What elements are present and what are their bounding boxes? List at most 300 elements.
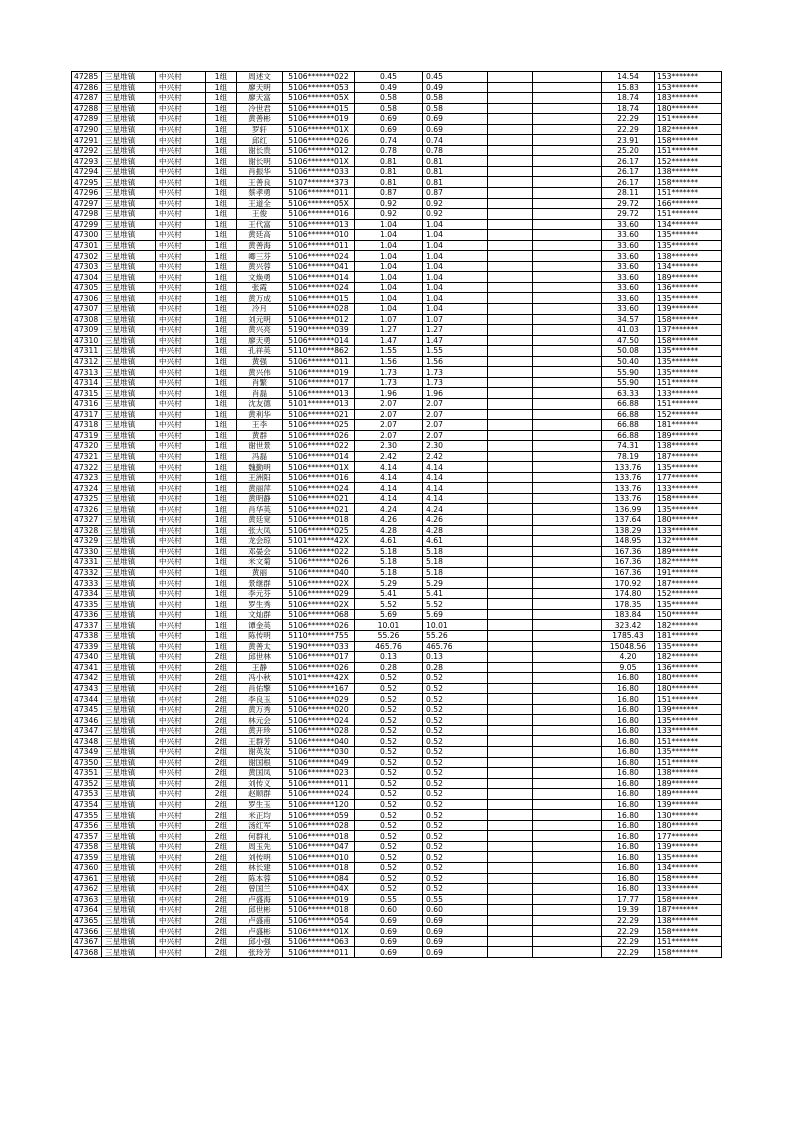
cell-phone: 153******* [655, 82, 722, 93]
cell-id-number: 5106*******02X [283, 599, 355, 610]
table-row [72, 514, 722, 525]
cell-amount: 16.80 [602, 715, 655, 726]
cell-area: 0.52 [355, 673, 423, 684]
cell-town: 三星堆镇 [102, 715, 156, 726]
cell-town: 三星堆镇 [102, 124, 156, 135]
cell-amount: 133.76 [602, 462, 655, 473]
cell-id-number: 5106*******012 [283, 145, 355, 156]
cell-blank-col-1 [488, 536, 533, 547]
table-row [72, 441, 722, 452]
cell-town: 三星堆镇 [102, 662, 156, 673]
cell-confirmed-area: 0.52 [423, 831, 488, 842]
cell-phone: 134******* [655, 219, 722, 230]
cell-group: 1组 [206, 93, 237, 104]
cell-blank-col-2 [533, 398, 602, 409]
cell-village: 中兴村 [156, 536, 206, 547]
cell-phone: 187******* [655, 578, 722, 589]
cell-confirmed-area: 0.45 [423, 72, 488, 83]
cell-group: 1组 [206, 462, 237, 473]
table-row [72, 778, 722, 789]
cell-amount: 1785.43 [602, 630, 655, 641]
cell-name: 邱小强 [237, 936, 283, 947]
cell-town: 三星堆镇 [102, 251, 156, 262]
cell-row-number: 47310 [72, 335, 102, 346]
cell-amount: 16.80 [602, 725, 655, 736]
cell-confirmed-area: 10.01 [423, 620, 488, 631]
cell-town: 三星堆镇 [102, 177, 156, 188]
cell-blank-col-2 [533, 620, 602, 631]
cell-phone: 158******* [655, 335, 722, 346]
cell-village: 中兴村 [156, 114, 206, 125]
cell-town: 三星堆镇 [102, 514, 156, 525]
cell-confirmed-area: 0.52 [423, 694, 488, 705]
cell-blank-col-1 [488, 335, 533, 346]
table-row [72, 525, 722, 536]
cell-town: 三星堆镇 [102, 831, 156, 842]
cell-phone: 135******* [655, 747, 722, 758]
cell-town: 三星堆镇 [102, 536, 156, 547]
table-row [72, 536, 722, 547]
table-row [72, 135, 722, 146]
cell-blank-col-2 [533, 588, 602, 599]
cell-confirmed-area: 0.52 [423, 873, 488, 884]
cell-area: 0.87 [355, 188, 423, 199]
cell-town: 三星堆镇 [102, 873, 156, 884]
cell-group: 2组 [206, 915, 237, 926]
cell-group: 1组 [206, 441, 237, 452]
cell-group: 1组 [206, 377, 237, 388]
cell-phone: 138******* [655, 251, 722, 262]
cell-town: 三星堆镇 [102, 282, 156, 293]
cell-id-number: 5106*******013 [283, 388, 355, 399]
table-row [72, 799, 722, 810]
cell-area: 1.04 [355, 230, 423, 241]
cell-id-number: 5106*******01X [283, 156, 355, 167]
cell-phone: 189******* [655, 430, 722, 441]
cell-id-number: 5106*******053 [283, 82, 355, 93]
cell-name: 魏勤明 [237, 462, 283, 473]
cell-village: 中兴村 [156, 462, 206, 473]
cell-amount: 34.57 [602, 314, 655, 325]
cell-id-number: 5106*******033 [283, 166, 355, 177]
cell-blank-col-2 [533, 536, 602, 547]
cell-row-number: 47318 [72, 420, 102, 431]
cell-confirmed-area: 0.52 [423, 673, 488, 684]
table-row [72, 409, 722, 420]
cell-town: 三星堆镇 [102, 409, 156, 420]
cell-town: 三星堆镇 [102, 441, 156, 452]
cell-id-number: 5106*******022 [283, 546, 355, 557]
cell-town: 三星堆镇 [102, 725, 156, 736]
table-row [72, 72, 722, 83]
cell-phone: 135******* [655, 240, 722, 251]
cell-confirmed-area: 0.60 [423, 905, 488, 916]
table-row [72, 356, 722, 367]
cell-village: 中兴村 [156, 420, 206, 431]
cell-phone: 152******* [655, 588, 722, 599]
cell-village: 中兴村 [156, 641, 206, 652]
cell-id-number: 5106*******010 [283, 230, 355, 241]
cell-row-number: 47326 [72, 504, 102, 515]
cell-blank-col-2 [533, 335, 602, 346]
cell-phone: 158******* [655, 894, 722, 905]
cell-blank-col-1 [488, 72, 533, 83]
table-row [72, 630, 722, 641]
cell-phone: 135******* [655, 356, 722, 367]
cell-village: 中兴村 [156, 514, 206, 525]
cell-phone: 187******* [655, 905, 722, 916]
cell-amount: 167.36 [602, 567, 655, 578]
cell-village: 中兴村 [156, 367, 206, 378]
cell-blank-col-2 [533, 630, 602, 641]
cell-village: 中兴村 [156, 694, 206, 705]
cell-town: 三星堆镇 [102, 261, 156, 272]
cell-village: 中兴村 [156, 388, 206, 399]
cell-group: 1组 [206, 599, 237, 610]
cell-id-number: 5101*******013 [283, 398, 355, 409]
cell-row-number: 47348 [72, 736, 102, 747]
cell-confirmed-area: 0.13 [423, 652, 488, 663]
cell-town: 三星堆镇 [102, 398, 156, 409]
table-row [72, 124, 722, 135]
cell-blank-col-1 [488, 715, 533, 726]
cell-phone: 189******* [655, 546, 722, 557]
cell-amount: 4.20 [602, 652, 655, 663]
cell-group: 1组 [206, 282, 237, 293]
cell-row-number: 47349 [72, 747, 102, 758]
cell-village: 中兴村 [156, 947, 206, 958]
cell-group: 1组 [206, 472, 237, 483]
cell-confirmed-area: 2.07 [423, 398, 488, 409]
cell-amount: 16.80 [602, 820, 655, 831]
cell-id-number: 5106*******026 [283, 620, 355, 631]
cell-amount: 18.74 [602, 103, 655, 114]
cell-phone: 158******* [655, 135, 722, 146]
cell-id-number: 5106*******02X [283, 578, 355, 589]
cell-group: 2组 [206, 820, 237, 831]
cell-confirmed-area: 1.27 [423, 325, 488, 336]
cell-village: 中兴村 [156, 356, 206, 367]
cell-name: 刘传义 [237, 778, 283, 789]
cell-town: 三星堆镇 [102, 915, 156, 926]
cell-blank-col-1 [488, 884, 533, 895]
cell-town: 三星堆镇 [102, 219, 156, 230]
cell-blank-col-2 [533, 757, 602, 768]
cell-amount: 16.80 [602, 778, 655, 789]
cell-group: 2组 [206, 704, 237, 715]
cell-amount: 33.60 [602, 293, 655, 304]
cell-id-number: 5106*******028 [283, 725, 355, 736]
cell-phone: 139******* [655, 304, 722, 315]
cell-id-number: 5106*******020 [283, 704, 355, 715]
cell-phone: 180******* [655, 514, 722, 525]
cell-row-number: 47292 [72, 145, 102, 156]
cell-village: 中兴村 [156, 715, 206, 726]
cell-name: 张玲芳 [237, 947, 283, 958]
cell-phone: 133******* [655, 725, 722, 736]
cell-id-number: 5106*******026 [283, 557, 355, 568]
cell-blank-col-1 [488, 251, 533, 262]
cell-blank-col-2 [533, 905, 602, 916]
cell-confirmed-area: 0.69 [423, 947, 488, 958]
cell-id-number: 5106*******017 [283, 652, 355, 663]
cell-blank-col-2 [533, 852, 602, 863]
table-row [72, 747, 722, 758]
table-row [72, 93, 722, 104]
cell-phone: 151******* [655, 114, 722, 125]
cell-town: 三星堆镇 [102, 588, 156, 599]
cell-town: 三星堆镇 [102, 335, 156, 346]
cell-group: 1组 [206, 293, 237, 304]
table-row [72, 103, 722, 114]
cell-name: 蔡孝勇 [237, 188, 283, 199]
cell-confirmed-area: 1.04 [423, 261, 488, 272]
table-row [72, 304, 722, 315]
cell-blank-col-2 [533, 251, 602, 262]
cell-row-number: 47306 [72, 293, 102, 304]
cell-amount: 50.08 [602, 346, 655, 357]
cell-town: 三星堆镇 [102, 578, 156, 589]
cell-blank-col-2 [533, 841, 602, 852]
cell-name: 王静 [237, 662, 283, 673]
cell-blank-col-1 [488, 683, 533, 694]
cell-group: 2组 [206, 810, 237, 821]
cell-village: 中兴村 [156, 72, 206, 83]
cell-blank-col-2 [533, 831, 602, 842]
cell-amount: 33.60 [602, 240, 655, 251]
cell-area: 1.55 [355, 346, 423, 357]
cell-row-number: 47309 [72, 325, 102, 336]
cell-amount: 33.60 [602, 272, 655, 283]
cell-id-number: 5106*******017 [283, 377, 355, 388]
cell-area: 0.13 [355, 652, 423, 663]
cell-blank-col-1 [488, 863, 533, 874]
cell-blank-col-1 [488, 388, 533, 399]
cell-row-number: 47336 [72, 609, 102, 620]
table-row [72, 905, 722, 916]
cell-id-number: 5106*******018 [283, 905, 355, 916]
cell-row-number: 47297 [72, 198, 102, 209]
cell-confirmed-area: 0.69 [423, 124, 488, 135]
cell-blank-col-1 [488, 377, 533, 388]
table-row [72, 725, 722, 736]
cell-blank-col-1 [488, 441, 533, 452]
cell-blank-col-2 [533, 304, 602, 315]
cell-id-number: 5190*******033 [283, 641, 355, 652]
cell-id-number: 5106*******063 [283, 936, 355, 947]
cell-amount: 29.72 [602, 198, 655, 209]
cell-confirmed-area: 0.52 [423, 789, 488, 800]
cell-confirmed-area: 0.52 [423, 725, 488, 736]
cell-area: 1.04 [355, 251, 423, 262]
cell-confirmed-area: 1.04 [423, 304, 488, 315]
cell-phone: 191******* [655, 567, 722, 578]
cell-village: 中兴村 [156, 557, 206, 568]
table-row [72, 673, 722, 684]
cell-id-number: 5101*******42X [283, 673, 355, 684]
cell-amount: 16.80 [602, 768, 655, 779]
table-row [72, 768, 722, 779]
table-row [72, 694, 722, 705]
cell-amount: 148.95 [602, 536, 655, 547]
cell-village: 中兴村 [156, 810, 206, 821]
cell-phone: 180******* [655, 820, 722, 831]
cell-name: 林长建 [237, 863, 283, 874]
cell-area: 4.61 [355, 536, 423, 547]
cell-area: 0.81 [355, 166, 423, 177]
cell-confirmed-area: 0.78 [423, 145, 488, 156]
cell-row-number: 47338 [72, 630, 102, 641]
cell-village: 中兴村 [156, 335, 206, 346]
cell-phone: 135******* [655, 641, 722, 652]
cell-area: 0.52 [355, 725, 423, 736]
cell-group: 1组 [206, 124, 237, 135]
cell-confirmed-area: 0.69 [423, 915, 488, 926]
table-row [72, 451, 722, 462]
cell-phone: 139******* [655, 841, 722, 852]
table-row [72, 757, 722, 768]
cell-town: 三星堆镇 [102, 420, 156, 431]
cell-confirmed-area: 0.52 [423, 736, 488, 747]
cell-group: 2组 [206, 936, 237, 947]
cell-row-number: 47340 [72, 652, 102, 663]
cell-amount: 16.80 [602, 852, 655, 863]
cell-row-number: 47339 [72, 641, 102, 652]
cell-row-number: 47296 [72, 188, 102, 199]
cell-blank-col-1 [488, 145, 533, 156]
cell-village: 中兴村 [156, 873, 206, 884]
cell-blank-col-2 [533, 947, 602, 958]
cell-amount: 183.84 [602, 609, 655, 620]
cell-row-number: 47290 [72, 124, 102, 135]
cell-village: 中兴村 [156, 451, 206, 462]
cell-confirmed-area: 0.52 [423, 810, 488, 821]
cell-row-number: 47315 [72, 388, 102, 399]
cell-amount: 23.91 [602, 135, 655, 146]
cell-blank-col-2 [533, 166, 602, 177]
cell-town: 三星堆镇 [102, 314, 156, 325]
cell-blank-col-1 [488, 725, 533, 736]
cell-amount: 16.80 [602, 789, 655, 800]
cell-blank-col-1 [488, 103, 533, 114]
cell-row-number: 47366 [72, 926, 102, 937]
cell-area: 10.01 [355, 620, 423, 631]
cell-blank-col-1 [488, 430, 533, 441]
cell-blank-col-2 [533, 293, 602, 304]
cell-town: 三星堆镇 [102, 747, 156, 758]
cell-name: 肖磊 [237, 388, 283, 399]
cell-town: 三星堆镇 [102, 188, 156, 199]
cell-phone: 139******* [655, 704, 722, 715]
cell-blank-col-2 [533, 715, 602, 726]
cell-row-number: 47328 [72, 525, 102, 536]
cell-row-number: 47316 [72, 398, 102, 409]
cell-blank-col-1 [488, 346, 533, 357]
cell-row-number: 47323 [72, 472, 102, 483]
cell-id-number: 5106*******025 [283, 525, 355, 536]
cell-amount: 178.35 [602, 599, 655, 610]
cell-blank-col-1 [488, 293, 533, 304]
cell-name: 文焕勇 [237, 272, 283, 283]
cell-group: 1组 [206, 325, 237, 336]
cell-blank-col-2 [533, 388, 602, 399]
cell-confirmed-area: 0.87 [423, 188, 488, 199]
cell-phone: 182******* [655, 652, 722, 663]
cell-group: 1组 [206, 525, 237, 536]
cell-blank-col-2 [533, 567, 602, 578]
cell-confirmed-area: 0.52 [423, 757, 488, 768]
table-row [72, 145, 722, 156]
cell-row-number: 47364 [72, 905, 102, 916]
cell-village: 中兴村 [156, 588, 206, 599]
cell-group: 1组 [206, 272, 237, 283]
cell-row-number: 47305 [72, 282, 102, 293]
cell-village: 中兴村 [156, 799, 206, 810]
cell-group: 1组 [206, 620, 237, 631]
cell-blank-col-1 [488, 599, 533, 610]
cell-phone: 135******* [655, 462, 722, 473]
cell-village: 中兴村 [156, 725, 206, 736]
cell-name: 黄明静 [237, 493, 283, 504]
cell-name: 黄善彬 [237, 114, 283, 125]
cell-area: 0.60 [355, 905, 423, 916]
cell-village: 中兴村 [156, 240, 206, 251]
cell-amount: 50.40 [602, 356, 655, 367]
cell-area: 0.52 [355, 683, 423, 694]
cell-village: 中兴村 [156, 926, 206, 937]
cell-phone: 135******* [655, 293, 722, 304]
cell-id-number: 5106*******016 [283, 209, 355, 220]
cell-village: 中兴村 [156, 683, 206, 694]
cell-row-number: 47299 [72, 219, 102, 230]
cell-confirmed-area: 0.52 [423, 683, 488, 694]
cell-group: 1组 [206, 493, 237, 504]
cell-group: 1组 [206, 314, 237, 325]
cell-blank-col-1 [488, 304, 533, 315]
cell-confirmed-area: 0.58 [423, 93, 488, 104]
cell-name: 肖华英 [237, 504, 283, 515]
cell-phone: 177******* [655, 472, 722, 483]
cell-confirmed-area: 0.52 [423, 799, 488, 810]
cell-area: 1.73 [355, 377, 423, 388]
cell-id-number: 5106*******024 [283, 251, 355, 262]
cell-amount: 18.74 [602, 93, 655, 104]
cell-blank-col-2 [533, 915, 602, 926]
cell-village: 中兴村 [156, 789, 206, 800]
cell-amount: 55.90 [602, 367, 655, 378]
cell-amount: 33.60 [602, 261, 655, 272]
cell-area: 0.28 [355, 662, 423, 673]
cell-town: 三星堆镇 [102, 947, 156, 958]
cell-area: 1.04 [355, 304, 423, 315]
cell-village: 中兴村 [156, 430, 206, 441]
cell-area: 0.78 [355, 145, 423, 156]
cell-amount: 25.20 [602, 145, 655, 156]
cell-amount: 66.88 [602, 398, 655, 409]
cell-group: 1组 [206, 504, 237, 515]
cell-amount: 170.92 [602, 578, 655, 589]
cell-name: 汤红军 [237, 820, 283, 831]
cell-confirmed-area: 1.96 [423, 388, 488, 399]
cell-phone: 132******* [655, 536, 722, 547]
cell-id-number: 5106*******011 [283, 188, 355, 199]
cell-confirmed-area: 1.04 [423, 251, 488, 262]
cell-blank-col-1 [488, 314, 533, 325]
table-row [72, 261, 722, 272]
cell-town: 三星堆镇 [102, 863, 156, 874]
cell-blank-col-1 [488, 915, 533, 926]
cell-blank-col-1 [488, 926, 533, 937]
